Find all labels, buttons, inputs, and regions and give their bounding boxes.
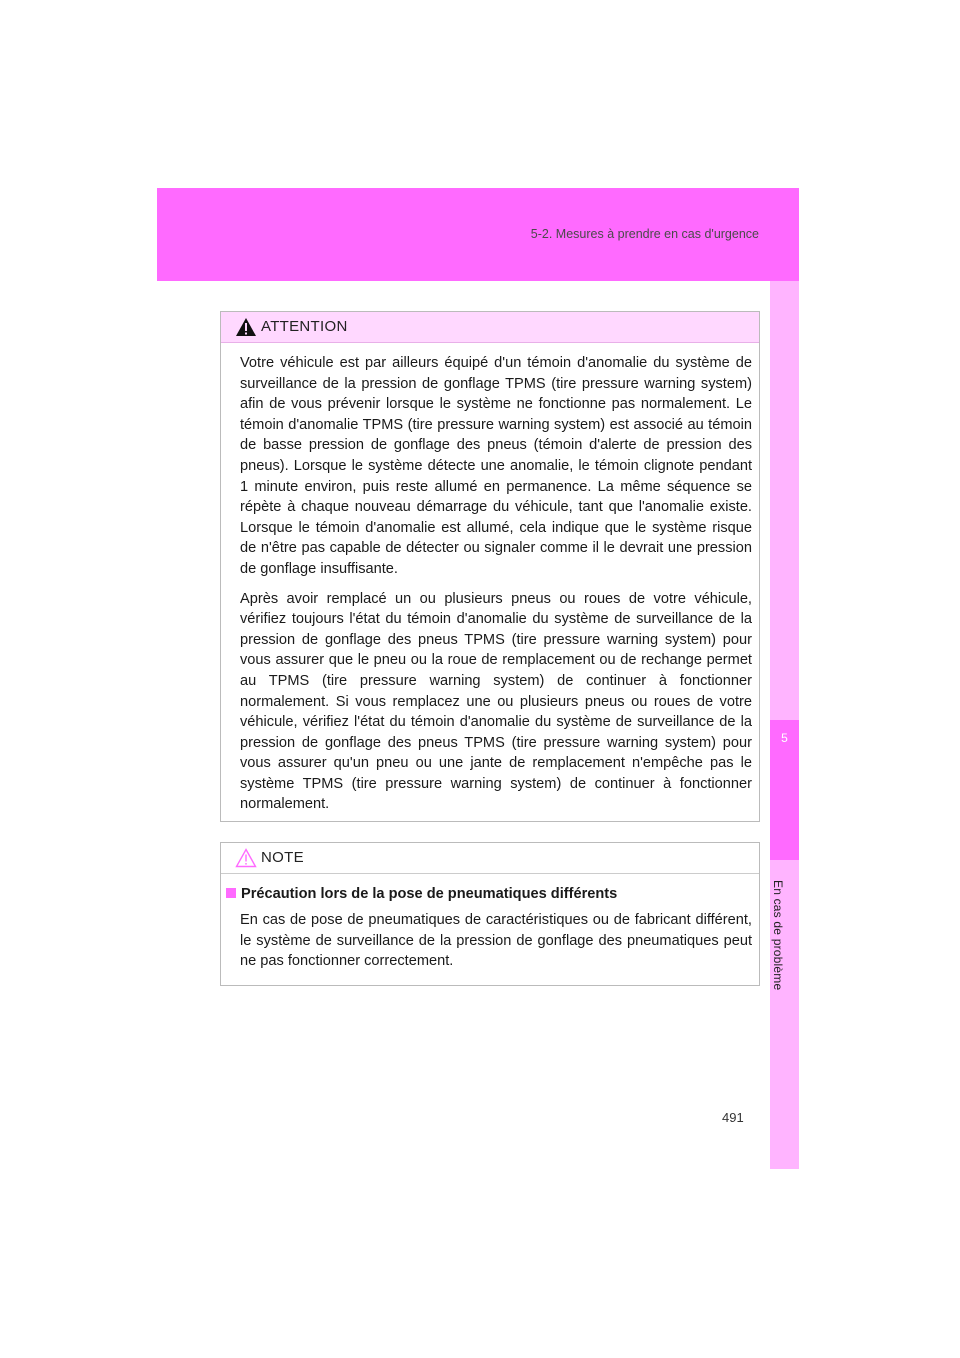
attention-box (220, 311, 760, 822)
attention-paragraph: Après avoir remplacé un ou plusieurs pneus ou roues de votre véhicule, vérifiez toujours l'état du témoin d'anomalie du système de surveillance de la pression de gonflage des pneus TPMS (tire pressure warning system) pour vous assurer que le pneu ou la roue de remplacement ou de rechange permet au TPMS (tire pressure warning system) de continuer à fonctionner normalement. Si vous remplacez une ou plusieurs pneus ou roues de votre véhicule, vérifiez l'état du témoin d'anomalie du système de surveillance de la pression de gonflage des pneus TPMS (tire pressure warning system) pour vous assurer qu'un pneu ou une jante de remplacement n'empêche pas le système TPMS (tire pressure warning system) de continuer à fonctionner normalement. (240, 590, 752, 813)
side-tab-label: En cas de problème (771, 880, 785, 991)
note-heading-text: Précaution lors de la pose de pneumatiques différents (241, 886, 618, 902)
side-tab-number: 5 (781, 731, 788, 745)
note-box (220, 842, 760, 986)
attention-header (221, 312, 759, 343)
warning-triangle-outline-icon (235, 848, 257, 868)
square-bullet-icon (226, 888, 236, 898)
attention-paragraph: Votre véhicule est par ailleurs équipé d'un témoin d'anomalie du système de surveillance de la pression de gonflage TPMS (tire pressure warning system) afin de vous prévenir lorsque le système ne fonctionne pas normalement. Le témoin d'anomalie TPMS (tire pressure warning system) est associé au témoin de basse pression de gonflage des pneus (témoin d'alerte de pression des pneus). Lorsque le système détecte une anomalie, le témoin clignote pendant 1 minute environ, puis reste allumé en permanence. La même séquence se répète à chaque nouveau démarrage du véhicule, tant que l'anomalie existe. Lorsque le témoin d'anomalie est allumé, cela indique que le système risque de n'être pas capable de détecter ou signaler comme il le devrait une pression de gonflage insuffisante. (240, 355, 752, 577)
note-title: NOTE (261, 849, 304, 866)
note-paragraph: En cas de pose de pneumatiques de caractéristiques ou de fabricant différent, le système de surveillance de la pression de gonflage des pneumatiques peut ne pas fonctionner correctement. (240, 912, 752, 970)
note-body (221, 874, 759, 989)
note-heading (226, 884, 752, 904)
section-title: 5-2. Mesures à prendre en cas d'urgence (530, 227, 759, 241)
page-number: 491 (722, 1110, 744, 1125)
attention-title: ATTENTION (261, 318, 348, 335)
attention-body (221, 343, 759, 832)
note-header (221, 843, 759, 874)
chapter-header-band (157, 188, 799, 281)
warning-triangle-filled-icon (235, 317, 257, 337)
